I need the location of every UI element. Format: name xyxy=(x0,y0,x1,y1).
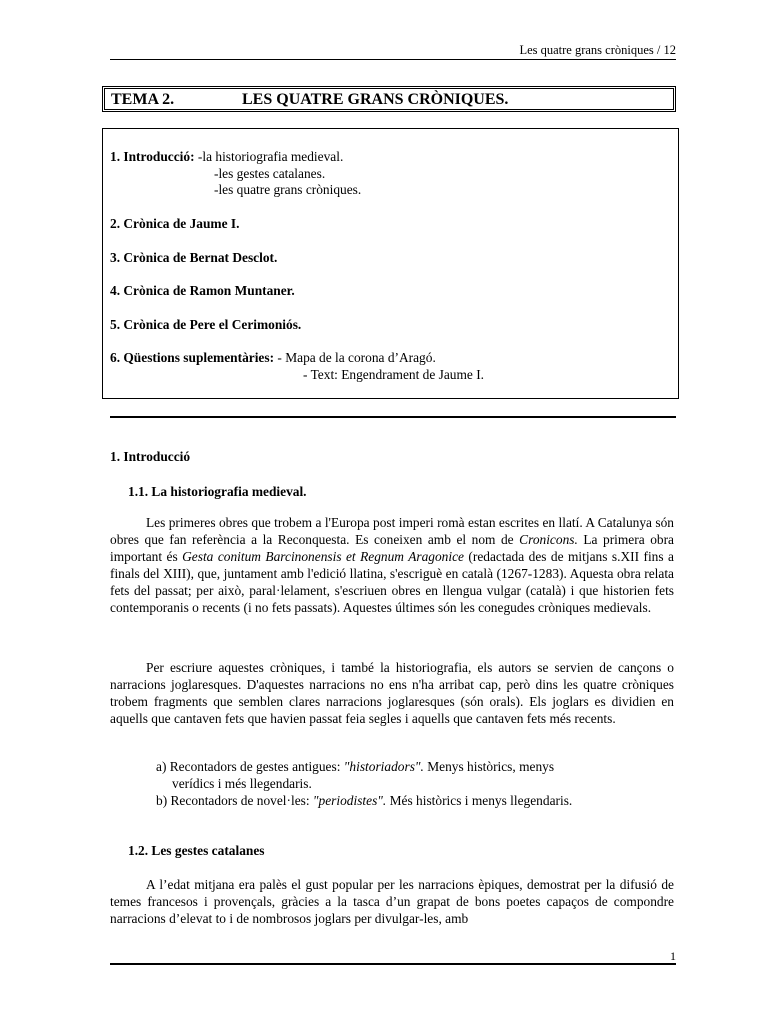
toc-item-5: 5. Crònica de Pere el Cerimoniós. xyxy=(110,317,302,332)
toc-item-2: 2. Crònica de Jaume I. xyxy=(110,216,240,231)
p1-italic-gesta: Gesta conitum Barcinonensis et Regnum Aragonice xyxy=(182,549,464,564)
toc-item6-sub-1: - Mapa de la corona d’Aragó. xyxy=(277,350,436,365)
p1-text-c: La primera obra important és xyxy=(110,532,674,564)
toc-item-4: 4. Crònica de Ramon Muntaner. xyxy=(110,283,295,298)
running-header: Les quatre grans cròniques / 12 xyxy=(519,43,676,57)
list-b-text: b) Recontadors de novel·les: xyxy=(156,793,313,808)
list-a-text: a) Recontadors de gestes antigues: xyxy=(156,759,344,774)
toc-item6-label: 6. Qüestions suplementàries: xyxy=(110,350,275,365)
list-a-continuation: verídics i més llegendaris. xyxy=(172,776,312,791)
subsection-heading-2: 1.2. Les gestes catalanes xyxy=(128,843,265,858)
topic-label: TEMA 2. xyxy=(111,91,175,108)
p1-text-a: Les primeres obres que trobem a l'Europa post imperi romà estan escrites en llatí. A Catalunya són obres que fan referència a la Reconquesta. Es coneixen amb el nom de xyxy=(110,515,674,547)
section-heading: 1. Introducció xyxy=(110,449,191,464)
header-rule xyxy=(110,59,676,60)
list-a-italic: "historiadors". xyxy=(343,759,424,774)
toc-intro-label: 1. Introducció: xyxy=(110,149,195,164)
list-item-b xyxy=(156,792,656,809)
section-separator xyxy=(110,416,676,418)
toc-intro-sub-1: -la historiografia medieval. xyxy=(197,149,344,164)
list-item-a xyxy=(156,758,656,792)
table-of-contents xyxy=(102,128,679,399)
toc-item-3: 3. Crònica de Bernat Desclot. xyxy=(110,250,278,265)
topic-title: LES QUATRE GRANS CRÒNIQUES. xyxy=(242,91,509,108)
toc-item-6 xyxy=(110,349,436,366)
paragraph-3: A l’edat mitjana era palès el gust popular per les narracions èpiques, demostrat per la difusió de temes francesos i provençals, gràcies a la tasca d’un grapat de bons poetes capaços de compondre narracions d’elevat to i de nombrosos joglars per divulgar-les, amb xyxy=(110,877,674,926)
paragraph-1 xyxy=(110,514,674,616)
toc-item-intro xyxy=(110,148,343,165)
toc-intro-sub-2: -les gestes catalanes. xyxy=(214,166,326,181)
p1-italic-cronicons: Cronicons. xyxy=(519,532,578,547)
paragraph-2: Per escriure aquestes cròniques, i també la historiografia, els autors se servien de cançons o narracions joglaresques. D'aquestes narracions no ens n'ha arribat cap, però dins les quatre cròniques trobem fragments que semblen clares narracions joglaresques (són orals). Els joglars es dividien en aquells que cantaven fets que havien passat feia segles i aquells que cantaven fets més recents. xyxy=(110,660,674,726)
toc-item6-sub-2: - Text: Engendrament de Jaume I. xyxy=(303,367,485,382)
page-number: 1 xyxy=(670,949,676,963)
title-box xyxy=(102,86,676,112)
list-a-text-2: Menys històrics, menys xyxy=(423,759,555,774)
toc-intro-sub-3: -les quatre grans cròniques. xyxy=(214,182,362,197)
p1-text-e: (redactada des de mitjans s.XII fins a finals del XIII), que, juntament amb l'edició llatina, s'escriguè en català (1267-1283). Aquesta obra relata fets del passat; per això, paral·lelament, s'escriuen obres en llengua vulgar (català) i que historien fets contemporanis o recents (i no fets passats). Aquestes últimes són les conegudes cròniques medievals. xyxy=(110,549,674,615)
subsection-heading-1: 1.1. La historiografia medieval. xyxy=(128,484,307,499)
list-b-italic: "periodistes". xyxy=(312,793,387,808)
footer-rule xyxy=(110,963,676,965)
list-b-text-2: Més històrics i menys llegendaris. xyxy=(386,793,573,808)
